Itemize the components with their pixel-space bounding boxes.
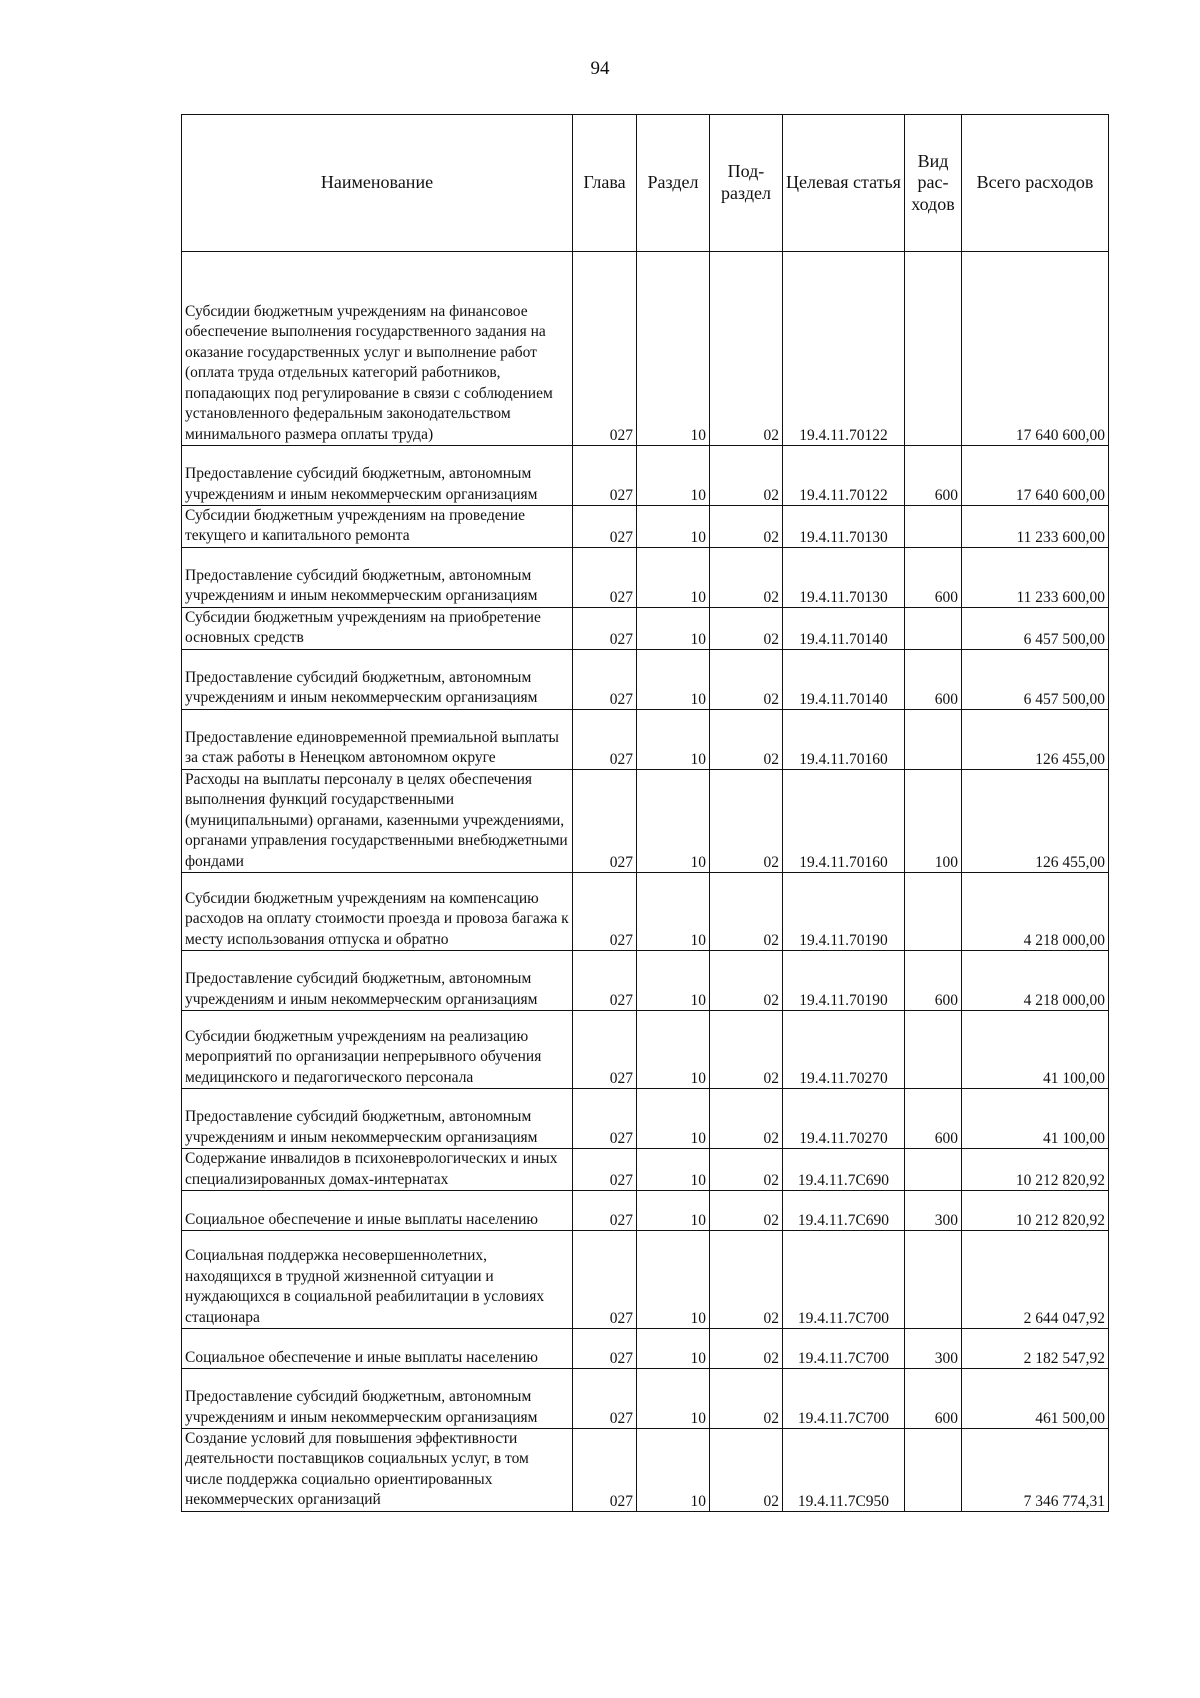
- row-vid: [905, 709, 962, 769]
- row-glava: 027: [573, 1230, 637, 1328]
- row-razdel: 10: [637, 252, 710, 446]
- header-total: Всего расходов: [962, 115, 1109, 252]
- row-statya: 19.4.11.7С700: [783, 1230, 905, 1328]
- row-podrazdel: 02: [710, 506, 783, 548]
- row-glava: 027: [573, 873, 637, 951]
- row-glava: 027: [573, 1328, 637, 1368]
- row-podrazdel: 02: [710, 1190, 783, 1230]
- header-glava: Глава: [573, 115, 637, 252]
- row-vid: [905, 607, 962, 649]
- row-vid: 600: [905, 1368, 962, 1428]
- table-row: [182, 769, 1109, 872]
- row-total: 17 640 600,00: [962, 252, 1109, 446]
- row-name: Субсидии бюджетным учреждениям на реализацию мероприятий по организации непрерывного обучения медицинского и педагогического персонала: [182, 1011, 573, 1089]
- row-podrazdel: 02: [710, 1368, 783, 1428]
- row-glava: 027: [573, 1149, 637, 1191]
- row-podrazdel: 02: [710, 1149, 783, 1191]
- row-podrazdel: 02: [710, 709, 783, 769]
- row-podrazdel: 02: [710, 252, 783, 446]
- row-statya: 19.4.11.7С690: [783, 1190, 905, 1230]
- row-razdel: 10: [637, 951, 710, 1011]
- row-name: Социальное обеспечение и иные выплаты населению: [182, 1190, 573, 1230]
- table-row: [182, 252, 1109, 446]
- row-statya: 19.4.11.70160: [783, 709, 905, 769]
- row-vid: [905, 1428, 962, 1511]
- row-name: Предоставление субсидий бюджетным, автономным учреждениям и иным некоммерческим организациям: [182, 1089, 573, 1149]
- table-row: [182, 1368, 1109, 1428]
- row-razdel: 10: [637, 649, 710, 709]
- row-vid: 600: [905, 649, 962, 709]
- row-vid: 600: [905, 1089, 962, 1149]
- row-name: Расходы на выплаты персоналу в целях обеспечения выполнения функций государственными (муниципальными) органами, казенными учреждениями, органами управления государственными внебюджетными фондами: [182, 769, 573, 872]
- row-total: 11 233 600,00: [962, 547, 1109, 607]
- row-vid: 100: [905, 769, 962, 872]
- row-razdel: 10: [637, 607, 710, 649]
- row-name: Предоставление субсидий бюджетным, автономным учреждениям и иным некоммерческим организациям: [182, 547, 573, 607]
- row-name: Социальная поддержка несовершеннолетних, находящихся в трудной жизненной ситуации и нуждающихся в социальной реабилитации в условиях стационара: [182, 1230, 573, 1328]
- row-vid: [905, 1011, 962, 1089]
- table-row: [182, 649, 1109, 709]
- table-row: [182, 506, 1109, 548]
- row-name: Предоставление единовременной премиальной выплаты за стаж работы в Ненецком автономном округе: [182, 709, 573, 769]
- row-podrazdel: 02: [710, 1428, 783, 1511]
- table-row: [182, 1089, 1109, 1149]
- row-statya: 19.4.11.70122: [783, 252, 905, 446]
- row-glava: 027: [573, 506, 637, 548]
- row-statya: 19.4.11.70270: [783, 1089, 905, 1149]
- row-podrazdel: 02: [710, 649, 783, 709]
- row-vid: [905, 252, 962, 446]
- row-total: 461 500,00: [962, 1368, 1109, 1428]
- row-glava: 027: [573, 607, 637, 649]
- row-glava: 027: [573, 252, 637, 446]
- row-glava: 027: [573, 1190, 637, 1230]
- row-total: 41 100,00: [962, 1089, 1109, 1149]
- budget-table: [181, 114, 1109, 1512]
- row-statya: 19.4.11.70130: [783, 506, 905, 548]
- table-row: [182, 446, 1109, 506]
- table-row: [182, 547, 1109, 607]
- table-row: [182, 873, 1109, 951]
- row-vid: 600: [905, 951, 962, 1011]
- row-razdel: 10: [637, 873, 710, 951]
- row-statya: 19.4.11.7С950: [783, 1428, 905, 1511]
- row-razdel: 10: [637, 1368, 710, 1428]
- row-vid: 300: [905, 1328, 962, 1368]
- row-razdel: 10: [637, 446, 710, 506]
- row-total: 126 455,00: [962, 709, 1109, 769]
- row-glava: 027: [573, 1011, 637, 1089]
- row-razdel: 10: [637, 506, 710, 548]
- row-statya: 19.4.11.70160: [783, 769, 905, 872]
- row-glava: 027: [573, 547, 637, 607]
- table-row: [182, 1428, 1109, 1511]
- row-name: Предоставление субсидий бюджетным, автономным учреждениям и иным некоммерческим организациям: [182, 1368, 573, 1428]
- row-total: 10 212 820,92: [962, 1149, 1109, 1191]
- row-vid: 300: [905, 1190, 962, 1230]
- row-total: 7 346 774,31: [962, 1428, 1109, 1511]
- row-razdel: 10: [637, 769, 710, 872]
- row-total: 4 218 000,00: [962, 951, 1109, 1011]
- row-podrazdel: 02: [710, 1011, 783, 1089]
- row-name: Содержание инвалидов в психоневрологических и иных специализированных домах-интернатах: [182, 1149, 573, 1191]
- row-total: 2 182 547,92: [962, 1328, 1109, 1368]
- row-glava: 027: [573, 446, 637, 506]
- row-name: Субсидии бюджетным учреждениям на проведение текущего и капитального ремонта: [182, 506, 573, 548]
- row-name: Предоставление субсидий бюджетным, автономным учреждениям и иным некоммерческим организациям: [182, 649, 573, 709]
- row-vid: [905, 873, 962, 951]
- table-row: [182, 1328, 1109, 1368]
- row-name: Создание условий для повышения эффективности деятельности поставщиков социальных услуг, в том числе поддержка социально ориентированных некоммерческих организаций: [182, 1428, 573, 1511]
- row-vid: 600: [905, 547, 962, 607]
- row-razdel: 10: [637, 1328, 710, 1368]
- row-podrazdel: 02: [710, 446, 783, 506]
- row-name: Субсидии бюджетным учреждениям на приобретение основных средств: [182, 607, 573, 649]
- row-glava: 027: [573, 1368, 637, 1428]
- row-vid: [905, 506, 962, 548]
- row-glava: 027: [573, 769, 637, 872]
- row-total: 4 218 000,00: [962, 873, 1109, 951]
- row-podrazdel: 02: [710, 547, 783, 607]
- table-row: [182, 1011, 1109, 1089]
- row-razdel: 10: [637, 1149, 710, 1191]
- table-row: [182, 1190, 1109, 1230]
- row-vid: [905, 1230, 962, 1328]
- row-razdel: 10: [637, 547, 710, 607]
- row-total: 2 644 047,92: [962, 1230, 1109, 1328]
- row-podrazdel: 02: [710, 951, 783, 1011]
- row-razdel: 10: [637, 1230, 710, 1328]
- row-total: 41 100,00: [962, 1011, 1109, 1089]
- table-row: [182, 709, 1109, 769]
- row-statya: 19.4.11.70140: [783, 649, 905, 709]
- table-header-row: [182, 115, 1109, 252]
- header-vid: Вид рас-ходов: [905, 115, 962, 252]
- table-row: [182, 1230, 1109, 1328]
- row-name: Предоставление субсидий бюджетным, автономным учреждениям и иным некоммерческим организациям: [182, 951, 573, 1011]
- row-total: 10 212 820,92: [962, 1190, 1109, 1230]
- row-statya: 19.4.11.70130: [783, 547, 905, 607]
- row-name: Субсидии бюджетным учреждениям на финансовое обеспечение выполнения государственного задания на оказание государственных услуг и выполнение работ (оплата труда отдельных категорий работников, попадающих под регулирование в связи с соблюдением установленного федеральным законодательством минимального размера оплаты труда): [182, 252, 573, 446]
- row-podrazdel: 02: [710, 1230, 783, 1328]
- row-podrazdel: 02: [710, 607, 783, 649]
- row-statya: 19.4.11.70190: [783, 873, 905, 951]
- row-razdel: 10: [637, 1011, 710, 1089]
- row-statya: 19.4.11.7С690: [783, 1149, 905, 1191]
- row-podrazdel: 02: [710, 873, 783, 951]
- table-row: [182, 951, 1109, 1011]
- table-row: [182, 1149, 1109, 1191]
- row-vid: 600: [905, 446, 962, 506]
- row-total: 6 457 500,00: [962, 649, 1109, 709]
- row-glava: 027: [573, 649, 637, 709]
- row-name: Социальное обеспечение и иные выплаты населению: [182, 1328, 573, 1368]
- row-podrazdel: 02: [710, 1089, 783, 1149]
- row-statya: 19.4.11.70122: [783, 446, 905, 506]
- row-vid: [905, 1149, 962, 1191]
- row-statya: 19.4.11.7С700: [783, 1368, 905, 1428]
- row-total: 17 640 600,00: [962, 446, 1109, 506]
- row-total: 126 455,00: [962, 769, 1109, 872]
- row-statya: 19.4.11.7С700: [783, 1328, 905, 1368]
- row-razdel: 10: [637, 1428, 710, 1511]
- header-podrazdel: Под-раздел: [710, 115, 783, 252]
- row-name: Предоставление субсидий бюджетным, автономным учреждениям и иным некоммерческим организациям: [182, 446, 573, 506]
- row-razdel: 10: [637, 1089, 710, 1149]
- row-razdel: 10: [637, 709, 710, 769]
- row-glava: 027: [573, 951, 637, 1011]
- row-razdel: 10: [637, 1190, 710, 1230]
- row-name: Субсидии бюджетным учреждениям на компенсацию расходов на оплату стоимости проезда и провоза багажа к месту использования отпуска и обратно: [182, 873, 573, 951]
- header-razdel: Раздел: [637, 115, 710, 252]
- row-statya: 19.4.11.70270: [783, 1011, 905, 1089]
- row-statya: 19.4.11.70140: [783, 607, 905, 649]
- row-podrazdel: 02: [710, 1328, 783, 1368]
- header-statya: Целевая статья: [783, 115, 905, 252]
- row-total: 11 233 600,00: [962, 506, 1109, 548]
- table-row: [182, 607, 1109, 649]
- row-total: 6 457 500,00: [962, 607, 1109, 649]
- header-name: Наименование: [182, 115, 573, 252]
- row-glava: 027: [573, 709, 637, 769]
- row-glava: 027: [573, 1089, 637, 1149]
- row-glava: 027: [573, 1428, 637, 1511]
- row-podrazdel: 02: [710, 769, 783, 872]
- row-statya: 19.4.11.70190: [783, 951, 905, 1011]
- page-number: 94: [590, 58, 610, 79]
